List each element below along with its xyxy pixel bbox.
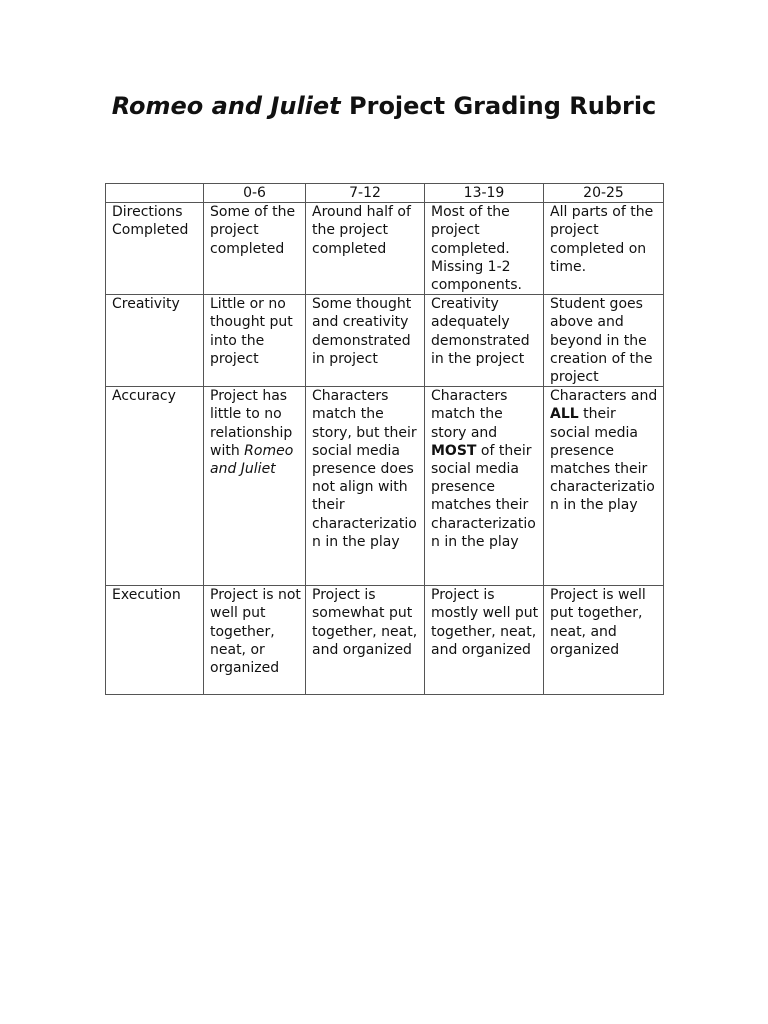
- cell-text: Project has little to no relationship with: [210, 388, 293, 459]
- rubric-cell: All parts of the project completed on time.: [544, 203, 664, 295]
- header-cell-score-range: 13-19: [425, 184, 544, 203]
- title-italic-part: Romeo and Juliet: [111, 92, 341, 120]
- cell-bold-text: MOST: [431, 442, 477, 459]
- rubric-cell: [544, 387, 664, 586]
- cell-text: of their social media presence matches their characterization in the play: [431, 442, 536, 550]
- cell-text: Characters and: [550, 388, 658, 405]
- rubric-cell: Characters match the story, but their social media presence does not align with their characterization in the play: [306, 387, 425, 586]
- header-cell-blank: [106, 184, 204, 203]
- rubric-cell: Most of the project completed. Missing 1-2 components.: [425, 203, 544, 295]
- rubric-cell: Some thought and creativity demonstrated in project: [306, 295, 425, 387]
- criterion-cell: Creativity: [106, 295, 204, 387]
- rubric-cell: Project is well put together, neat, and organized: [544, 586, 664, 695]
- header-row: [106, 184, 664, 203]
- rubric-table: [105, 183, 664, 695]
- rubric-cell: Around half of the project completed: [306, 203, 425, 295]
- rubric-cell: Project is not well put together, neat, or organized: [204, 586, 306, 695]
- document-title: [100, 90, 668, 122]
- header-cell-score-range: 7-12: [306, 184, 425, 203]
- table-row: [106, 203, 664, 295]
- table-row: [106, 586, 664, 695]
- rubric-cell: Student goes above and beyond in the creation of the project: [544, 295, 664, 387]
- cell-text: their social media presence matches their characterization in the play: [550, 406, 655, 514]
- cell-italic-text: Romeo and Juliet: [210, 442, 294, 478]
- criterion-cell: Accuracy: [106, 387, 204, 586]
- rubric-cell: Creativity adequately demonstrated in the project: [425, 295, 544, 387]
- rubric-cell: Project is somewhat put together, neat, and organized: [306, 586, 425, 695]
- criterion-cell: Directions Completed: [106, 203, 204, 295]
- header-cell-score-range: 20-25: [544, 184, 664, 203]
- rubric-cell: [425, 387, 544, 586]
- cell-text: Characters match the story and: [431, 388, 508, 441]
- rubric-cell: Project is mostly well put together, neat, and organized: [425, 586, 544, 695]
- table-row: [106, 387, 664, 586]
- criterion-cell: Execution: [106, 586, 204, 695]
- rubric-cell: Some of the project completed: [204, 203, 306, 295]
- header-cell-score-range: 0-6: [204, 184, 306, 203]
- rubric-cell: [204, 387, 306, 586]
- table-row: [106, 295, 664, 387]
- cell-bold-text: ALL: [550, 406, 579, 423]
- title-rest-part: Project Grading Rubric: [340, 92, 657, 120]
- rubric-cell: Little or no thought put into the project: [204, 295, 306, 387]
